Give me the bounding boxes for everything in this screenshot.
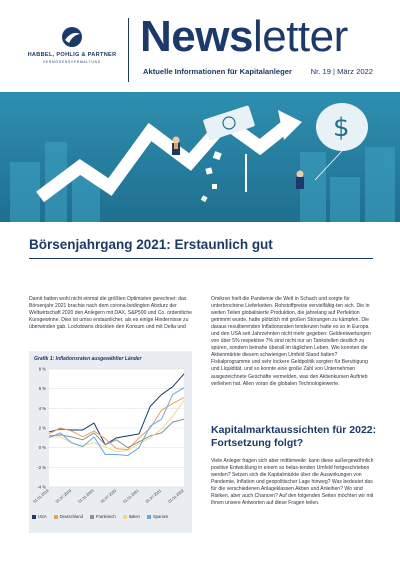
brand-emblem-icon [61,26,83,48]
chart-y-tick-label: 2 % [38,425,46,431]
article-paragraph-left: Damit hatten wohl nicht einmal die größten Optimisten gerechnet: das Börsenjahr 2021 brachte nach dem corona-bedingten Absturz der Weltwirtschaft 2020 den Anlegern mit DAX, S&P500 und Co. ordentliche Kursgewinne. Dies ist umso erstaunlicher, als es einige Hindernisse zu überwinden gab. Lockdowns drückten den Konsum und mit Delta und [29,296,192,331]
hero-illustration-svg [0,92,400,222]
masthead-subtitle-row [143,67,373,76]
chart-legend-swatch [54,515,58,519]
section-heading: Kapitalmarktaussichten für 2022: Fortsetzung folgt? [211,424,377,449]
chart-x-tick-label: 01.07.2019 [55,488,73,504]
hero-illustration [0,92,400,222]
chart-legend-item [123,514,140,519]
inflation-chart [29,351,192,533]
chart-legend-swatch [123,515,127,519]
chart-legend-label: Italien [128,514,140,519]
chart-y-tick-label: -2 % [37,464,46,470]
brand-subtitle: VERMÖGENSVERWALTUNG [43,60,101,64]
chart-x-tick-label: 01.07.2021 [145,488,163,504]
chart-legend-label: Frankreich [95,514,116,519]
chart-y-tick-label: 6 % [38,386,46,392]
chart-legend-item [32,514,47,519]
chart-legend-label: Deutschland [59,514,83,519]
masthead-title-bold: News [140,12,253,61]
chart-legend [32,514,190,519]
brand-logo [22,26,122,64]
chart-legend-swatch [90,515,94,519]
chart-x-tick-label: 01.07.2020 [100,488,118,504]
chart-y-tick-label: 4 % [38,405,46,411]
chart-y-tick-label: 0 % [38,445,46,451]
chart-legend-item [147,514,168,519]
climber-figure-icon [296,171,304,190]
chart-title: Grafik 1: Inflationsraten ausgewählter Länder [34,356,142,362]
masthead-subtitle: Aktuelle Informationen für Kapitalanleger [143,67,292,76]
issue-number: Nr. 19 | März 2022 [310,67,373,76]
chart-legend-label: Spanien [152,514,169,519]
chart-y-tick-label: -4 % [37,484,46,490]
businessman-figure-icon [172,137,180,156]
headline-rule [29,258,373,259]
brand-name: HABBEL, POHLIG & PARTNER [27,52,117,58]
article-paragraph-right: Omikron hielt die Pandemie die Welt in Schach und sorgte für unterbrochene Lieferketten. Rohstoffpreise vervielfältig-ten sich. Die in weiten Teilen globalisierte Produktion, die jahrelang auf Perfektion getrimmt wurde, hatte plötzlich mit großen Störungen zu kämpfen. Die daraus resultierenden Inflationsraten tendenzen hatte es so in Europa und den USA seit Jahrzehnten nicht mehr gegeben: Geldentwertungen von über 5% respektive 7% sind nicht nur an Tankstellen deutlich zu spüren, sondern beinahe überall im täglichen Leben. Wie konnten die Aktienmärkte diesem schwierigen Umfeld Stand halten? Fiskalprogramme und sehr lockere Geldpolitik sorgten für Beruhigung und Liquidität, und so konnte eine große Zahl von Unternehmen ausgezeichnete Geschäfte vermelden, was den Aktienkursen Auftrieb verliehen hat. Allen voran die globalen Technologiewerte. [211,296,371,387]
chart-legend-swatch [32,515,36,519]
chart-x-tick-label: 01.01.2019 [32,488,50,504]
chart-x-tick-label: 01.01.2020 [77,488,95,504]
header-divider [128,18,129,82]
svg-text:$: $ [333,113,350,143]
chart-legend-swatch [147,515,151,519]
article-headline: Börsenjahrgang 2021: Erstaunlich gut [29,237,273,252]
chart-legend-item [90,514,116,519]
chart-x-tick-label: 01.01.2022 [167,488,185,504]
masthead-title-regular: letter [252,12,348,61]
chart-y-tick-label: 8 % [38,366,46,372]
section-paragraph: Viele Anleger fragen sich aber mittlerweile: kann diese außergewöhnlich positive Entwicklung in einem so belas-tenden Umfeld fortgeschrieben werden? Setzen sich die Kapitalmärkte über die Auswirkungen von Pandemie, Inflation und geopolitischer Lage hinweg? Was bedeutet das für die verschiedenen Anlageklassen Aktien und Anleihen? Wo sind Risiken, aber auch Chancen? Auf den folgenden Seiten möchten wir mit Ihnen unsere Antworten auf diese Fragen teilen. [211,458,374,507]
chart-legend-item [54,514,83,519]
chart-legend-label: USA [38,514,47,519]
masthead-title [140,12,348,62]
inflation-chart-svg [29,351,192,533]
chart-x-tick-label: 01.01.2021 [122,488,140,504]
